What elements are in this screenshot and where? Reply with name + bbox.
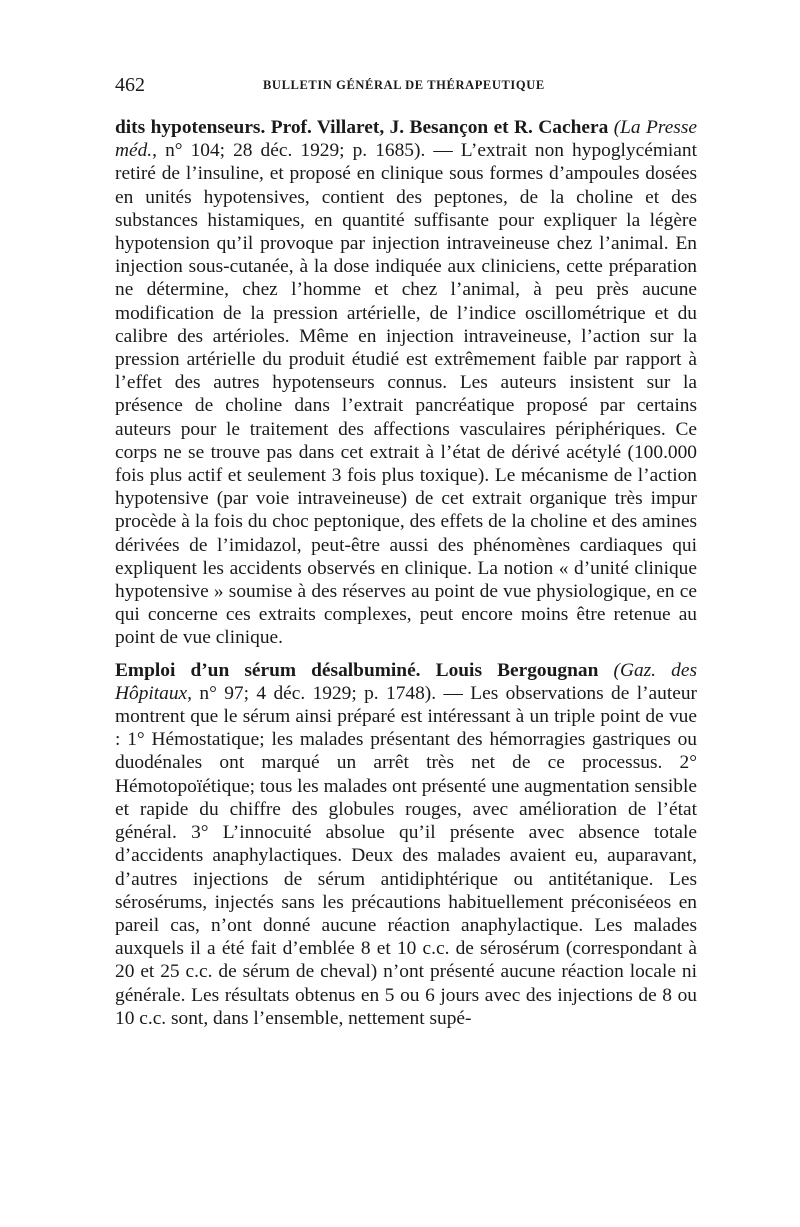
article-serum-desalbumine [115, 659, 697, 1030]
source-journal: (Gaz. des Hôpitaux, [115, 659, 697, 704]
running-head [115, 72, 697, 102]
article-body: — Les observations de l’auteur montrent que le sérum ainsi préparé est intéressant à un triple point de vue : 1° Hémostatique; les malades présentant des hémorragies gastriques ou duodénales ont marqué un arrêt très net de ce processus. 2° Hémotopoïétique; tous les malades ont présenté une augmentation sensible et rapide du chiffre des globules rouges, avec amélioration de l’état général. 3° L’innocuité absolue qu’il présente avec absence totale d’accidents anaphylactiques. Deux des malades avaient eu, auparavant, d’autres injections de sérum antidiphtérique ou antitétanique. Les sérosérums, injectés sans les précautions habituellement préconiséeos en pareil cas, n’ont donné aucune réaction anaphylactique. Les malades auxquels il a été fait d’emblée 8 et 10 c.c. de sérosérum (correspondant à 20 et 25 c.c. de sérum de cheval) n’ont présenté aucune réaction locale ni générale. Les résultats obtenus en 5 ou 6 jours avec des injections de 8 ou 10 c.c. sont, dans l’ensemble, nettement supé- [115, 682, 697, 1029]
article-villaret-hypotenseurs [115, 116, 697, 650]
article-title: Emploi d’un sérum désalbuminé. [115, 659, 421, 681]
journal-page [115, 72, 697, 1030]
page-number: 462 [115, 74, 145, 96]
article-title: dits hypotenseurs. [115, 117, 266, 138]
article-authors: Prof. Villaret, J. Besançon et R. Cachera [270, 117, 609, 138]
source-details: , n° 104; 28 déc. 1929; p. 1685). [152, 140, 426, 162]
article-author: Louis Bergougnan [435, 659, 599, 681]
article-body: — L’extrait non hypoglycémiant retiré de l’insuline, et proposé en clinique sous formes d’ampoules dosées en unités hypotensives, contient des peptones, de la choline et des substances histamiques, en quantité suffisante pour expliquer la légère hypotension qu’il provoque par injection intraveineuse chez l’animal. En injection sous-cutanée, à la dose indiquée aux cliniciens, cette préparation ne détermine, chez l’homme et chez l’animal, à peu près aucune modification de la pression artérielle, de l’indice oscillométrique et du calibre des artérioles. Même en injection intraveineuse, l’action sur la pression artérielle du produit étudié est extrêmement faible par rapport à l’effet des autres hypotenseurs connus. Les auteurs insistent sur la présence de choline dans l’extrait pancréatique proposé par certains auteurs pour le traitement des affections vasculaires périphériques. Ce corps ne se trouve pas dans cet extrait à l’état de dérivé acétylé (100.000 fois plus actif et seulement 3 fois plus toxique). Le mécanisme de l’action hypotensive (par voie intraveineuse) de cet extrait organique très impur procède à la fois du choc peptonique, des effets de la choline et des amines dérivées de l’imidazol, peut-être aussi des phénomènes cardiaques qui expliquent les accidents observés en clinique. La notion « d’unité clinique hypotensive » soumise à des réserves au point de vue physiologique, en ce qui concerne ces extraits complexes, peut encore moins être retenue au point de vue clinique. [115, 140, 697, 649]
source-journal: (La Presse méd. [115, 117, 697, 162]
journal-title: BULLETIN GÉNÉRAL DE THÉRAPEUTIQUE [263, 78, 545, 92]
source-details: n° 97; 4 déc. 1929; p. 1748). [192, 682, 437, 704]
